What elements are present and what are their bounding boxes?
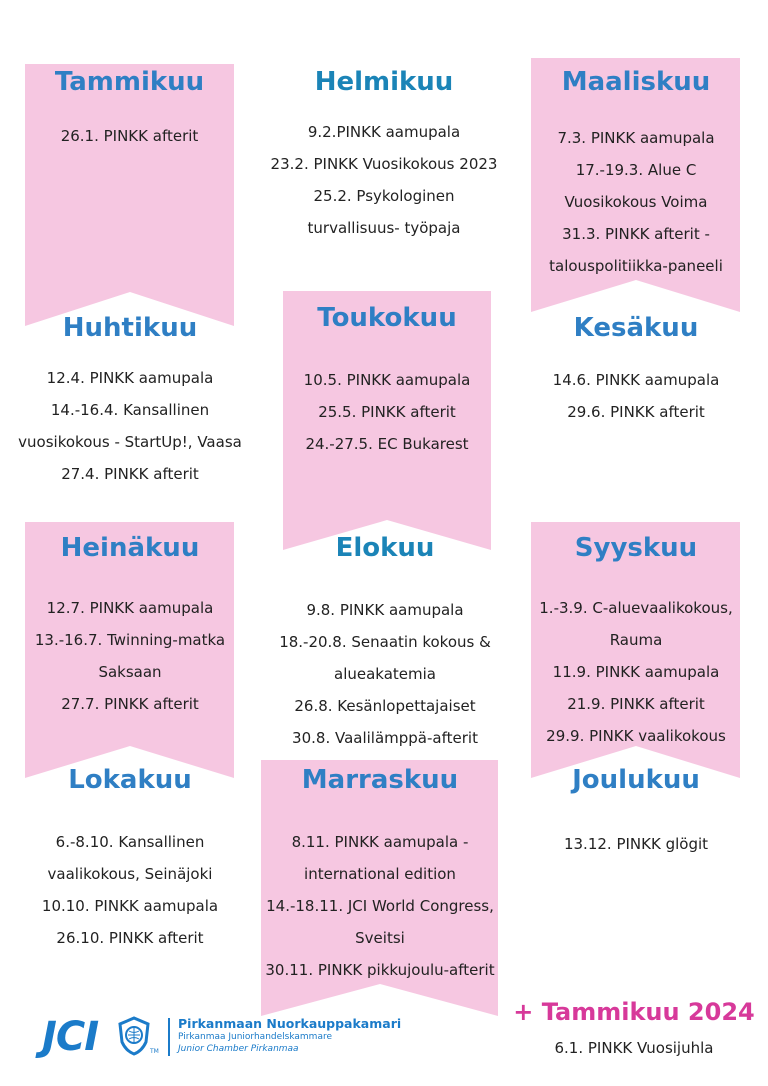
event-item: Sveitsi [355,929,405,947]
logo-divider [168,1018,170,1056]
event-item: 14.-16.4. Kansallinen [50,401,210,419]
month-tammikuu [25,66,234,152]
month-title: Lokakuu [68,765,192,795]
month-elokuu [252,532,518,754]
event-item: 11.9. PINKK aamupala [552,663,720,681]
month-title: Syyskuu [574,533,698,563]
event-item: vaalikokous, Seinäjoki [47,865,213,883]
event-item: 9.2.PINKK aamupala [307,123,461,141]
event-item: 12.4. PINKK aamupala [46,369,214,387]
month-title: Heinäkuu [60,533,200,563]
month-lokakuu [0,764,260,954]
event-item: vuosikokous - StartUp!, Vaasa [18,433,242,451]
month-helmikuu [248,66,520,244]
month-heinakuu [10,532,250,720]
month-huhtikuu [0,312,260,490]
org-name-sv: Pirkanmaa Juniorhandelskammare [178,1032,332,1042]
event-item: 26.1. PINKK afterit [60,127,199,145]
month-title: Marraskuu [301,765,459,795]
event-item: 14.6. PINKK aamupala [552,371,720,389]
event-item: 26.10. PINKK afterit [56,929,204,947]
extra-title: + Tammikuu 2024 [513,998,755,1026]
org-name-en: Junior Chamber Pirkanmaa [178,1044,299,1054]
event-item: alueakatemia [334,665,436,683]
month-title: Kesäkuu [573,313,699,343]
month-syyskuu [525,532,747,752]
trademark: TM [150,1048,159,1055]
event-item: 30.8. Vaalilämppä-afterit [292,729,478,747]
event-item: 23.2. PINKK Vuosikokous 2023 [270,155,498,173]
jci-wordmark: JCI [42,1014,99,1060]
org-names [178,1016,401,1055]
event-item: 26.8. Kesänlopettajaiset [294,697,476,715]
event-item: turvallisuus- työpaja [307,219,461,237]
event-item: 31.3. PINKK afterit - [562,225,710,243]
event-item: 18.-20.8. Senaatin kokous & [279,633,491,651]
event-item: 17.-19.3. Alue C [575,161,697,179]
month-title: Tammikuu [54,67,205,97]
event-item: 27.4. PINKK afterit [61,465,199,483]
event-item: 8.11. PINKK aamupala - [291,833,469,851]
month-joulukuu [525,764,747,860]
org-name: Pirkanmaan Nuorkauppakamari [178,1016,402,1031]
event-item: 6.1. PINKK Vuosijuhla [554,1039,714,1057]
event-item: 10.10. PINKK aamupala [41,897,219,915]
month-marraskuu [255,764,505,986]
event-item: 9.8. PINKK aamupala [306,601,464,619]
event-item: 13.-16.7. Twinning-matka [34,631,226,649]
event-item: 12.7. PINKK aamupala [46,599,214,617]
month-title: Helmikuu [314,67,454,97]
month-title: Elokuu [335,533,435,563]
event-item: 29.6. PINKK afterit [567,403,705,421]
month-title: Huhtikuu [62,313,198,343]
month-title: Maaliskuu [561,67,711,97]
month-title: Toukokuu [317,303,457,333]
event-item: Vuosikokous Voima [564,193,708,211]
event-item: international edition [304,865,456,883]
jci-logo [42,1014,442,1060]
event-item: 25.2. Psykologinen [313,187,455,205]
event-item: 25.5. PINKK afterit [318,403,456,421]
event-item: 30.11. PINKK pikkujoulu-afterit [265,961,495,979]
event-item: 7.3. PINKK aamupala [557,129,715,147]
event-item: 21.9. PINKK afterit [567,695,705,713]
month-title: Joulukuu [572,765,700,795]
event-item: 29.9. PINKK vaalikokous [546,727,726,745]
month-kesakuu [525,312,747,428]
event-item: 14.-18.11. JCI World Congress, [266,897,494,915]
month-toukokuu [270,302,504,460]
event-item: 10.5. PINKK aamupala [303,371,471,389]
month-maaliskuu [525,66,747,282]
month-tammikuu-2024 [508,996,760,1064]
event-item: 1.-3.9. C-aluevaalikokous, [539,599,733,617]
event-item: talouspolitiikka-paneeli [549,257,723,275]
event-item: 24.-27.5. EC Bukarest [305,435,469,453]
event-item: Saksaan [98,663,162,681]
event-item: 6.-8.10. Kansallinen [55,833,205,851]
event-item: 27.7. PINKK afterit [61,695,199,713]
event-item: Rauma [609,631,663,649]
jci-shield-icon [118,1016,150,1056]
event-item: 13.12. PINKK glögit [563,835,709,853]
